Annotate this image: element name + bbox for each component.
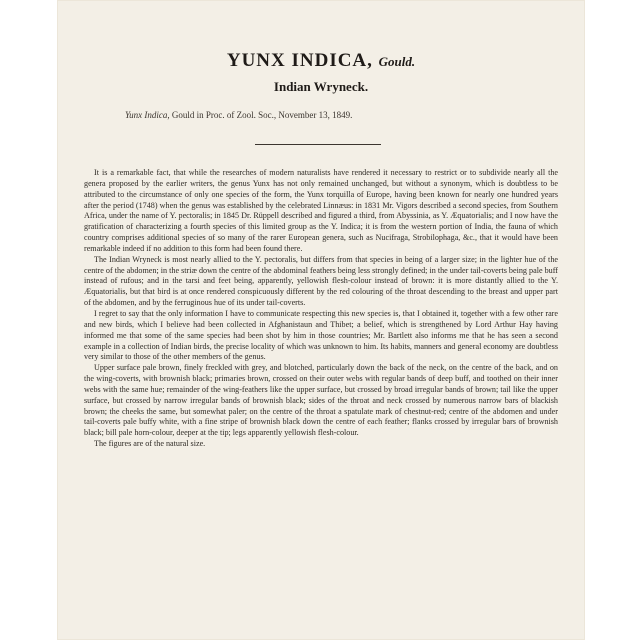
- plate-page: [57, 0, 585, 640]
- common-name: Indian Wryneck.: [273, 79, 369, 94]
- paragraph-locality: I regret to say that the only information I have to communicate respecting this new species is, that I obtained it, together with a few other rare and new birds, which I believe had been collected in Afghanistaun and Thibet; a belief, which is strengthened by Lord Arthur Hay having informed me that some of the same species had been shot by him in those countries; Mr. Bartlett also informs me that he has seen a second example in a collection of Indian birds, the precise locality of which was unknown to him. Its habits, manners and general economy are doubtless very similar to those of the other members of the genus.: [84, 308, 558, 362]
- synonym-name: Yunx Indica,: [125, 110, 170, 120]
- synonymy-line: [125, 110, 545, 120]
- description-text: [84, 168, 558, 450]
- divider-rule: [255, 144, 381, 145]
- page-title: [57, 50, 585, 72]
- paragraph-intro: It is a remarkable fact, that while the researches of modern naturalists have rendered it necessary to restrict or to subdivide nearly all the genera proposed by the earlier writers, the genus Yunx has not only remained unchanged, but without a synonym, which is doubtless to be attributed to the circumstance of only one species of the form, the Yunx torquilla of Europe, having been known for nearly one hundred years after the period (1748) when the genus was established by the celebrated Linnæus: in 1831 Mr. Vigors described a second species, from Southern Africa, under the name of Y. pectoralis; in 1845 Dr. Rüppell described and figured a third, from Abyssinia, as Y. Æquatorialis; and I now have the gratification of characterizing a fourth species of this limited group as the Y. Indica; it is from the western portion of India, the fauna of which country comprises additional species of so many of the rarer European genera, such as Nucifraga, Strobilophaga, &c., that it would have been remarkable indeed if no addition to this form had been found there.: [84, 168, 558, 253]
- paragraph-description: Upper surface pale brown, finely freckled with grey, and blotched, particularly down the back of the neck, on the centre of the back, and on the wing-coverts, with brownish black; primaries brown, crossed on their outer webs with regular bands of deep buff, and toothed on their inner webs with the same hue; remainder of the wing-feathers like the upper surface, but crossed by broad irregular bands of brown; tail like the upper surface, but crossed by narrow irregular bands of brownish black; sides of the throat and neck crossed by numerous narrow bars of blackish brown; the cheeks the same, but somewhat paler; on the centre of the throat a spatulate mark of chestnut-red; centre of the abdomen and under tail-coverts pale buffy white, with a fine stripe of brownish black down the centre of each feather; flanks crossed by irregular bars of brownish black; bill pale horn-colour, deeper at the tip; legs apparently yellowish flesh-colour.: [84, 363, 558, 438]
- synonym-citation: Gould in Proc. of Zool. Soc., November 13, 1849.: [171, 110, 353, 120]
- paragraph-figures-note: The figures are of the natural size.: [94, 439, 206, 449]
- paragraph-comparison: The Indian Wryneck is most nearly allied to the Y. pectoralis, but differs from that species in being of a larger size; in the lighter hue of the centre of the abdomen; in the striæ down the centre of the abdominal feathers being less strongly defined; in the under tail-coverts being pale buff instead of rufous; and in the tarsi and feet being, apparently, yellowish flesh-colour instead of brown: it is more distantly allied to the Y. Æquatorialis, but that bird is at once rendered conspicuously different by the red colouring of the throat descending to the breast and upper part of the abdomen, and by the ferruginous hue of its under tail-coverts.: [84, 254, 558, 308]
- species-author: Gould.: [378, 54, 416, 69]
- species-name: YUNX INDICA,: [226, 50, 373, 71]
